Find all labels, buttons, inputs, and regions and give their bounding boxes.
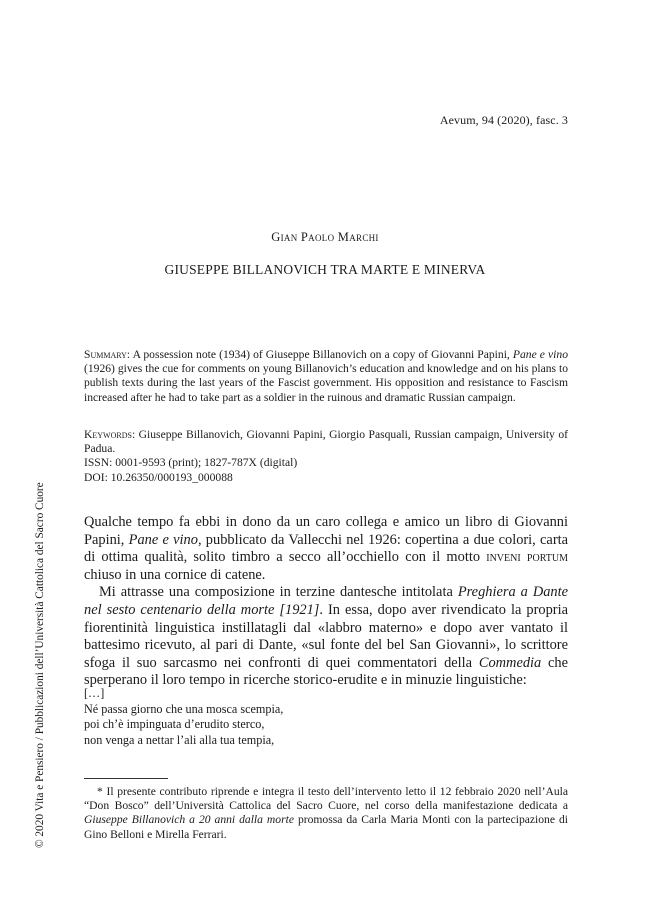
footnote-text-1: * Il presente contributo riprende e integra il testo dell’intervento letto il 12 febbraio 2020 nell’Aula “Don Bosco” dell’Università Cattolica del Sacro Cuore, nel corso della manifestazione dedicata a <box>84 785 568 813</box>
verse-line: non venga a nettar l’ali alla tua tempia, <box>84 732 275 747</box>
keywords-label: Keywords <box>84 428 132 441</box>
doi-line: DOI: 10.26350/000193_000088 <box>84 470 233 484</box>
keywords-text: : Giuseppe Billanovich, Giovanni Papini, Giorgio Pasquali, Russian campaign, University of Padua. <box>84 428 568 456</box>
summary-book-title: Pane e vino <box>512 348 568 361</box>
para2-poem-title: Preghiera a Dante nel sesto centenario della morte [1921] <box>84 584 568 618</box>
footnote <box>84 785 568 842</box>
article-title: GIUSEPPE BILLANOVICH TRA MARTE E MINERVA <box>164 262 486 277</box>
author-name: Gian Paolo Marchi <box>271 230 379 244</box>
para2-text-1: Mi attrasse una composizione in terzine dantesche intitolata <box>99 584 458 601</box>
para2-text-3: che sperperano il loro tempo in ricerche storico-erudite e in minuzie linguistiche: <box>84 654 568 689</box>
summary-text-2: (1926) gives the cue for comments on young Billanovich’s education and knowledge and on his plans to publish texts during the last years of the Fascist government. His opposition and resistance to Fascism increased after he had to take part as a soldier in the ruinous and dramatic Russian campaign. <box>84 362 568 404</box>
body-text <box>84 514 568 690</box>
para1-text-3: chiuso in una cornice di catene. <box>84 566 266 583</box>
summary-abstract <box>84 348 568 405</box>
summary-text-1: : A possession note (1934) of Giuseppe Billanovich on a copy of Giovanni Papini, <box>126 348 513 361</box>
verse-line: poi ch’è impinguata d’erudito sterco, <box>84 717 265 732</box>
summary-label: Summary <box>84 348 127 361</box>
verse-ellipsis: […] <box>84 686 105 700</box>
para1-book-title: Pane e vino <box>128 531 198 548</box>
paragraph-1 <box>84 514 568 584</box>
para1-motto: inveni portum <box>486 549 568 566</box>
footnote-event-title: Giuseppe Billanovich a 20 anni dalla morte <box>84 813 294 827</box>
para1-text-2: , pubblicato da Vallecchi nel 1926: copertina a due colori, carta di ottima qualità, solito timbro a secco all’occhiello con il motto <box>84 531 568 566</box>
footnote-divider <box>84 778 168 779</box>
article-metadata <box>84 428 568 485</box>
paragraph-2 <box>84 584 568 690</box>
copyright-sidebar: © 2020 Vita e Pensiero / Pubblicazioni dell’Università Cattolica del Sacro Cuore <box>34 482 46 848</box>
journal-reference: Aevum, 94 (2020), fasc. 3 <box>439 113 568 127</box>
keywords-line <box>84 428 568 456</box>
footnote-text-2: promossa da Carla Maria Monti con la partecipazione di Gino Belloni e Mirella Ferrari. <box>84 813 568 841</box>
para1-text-1: Qualche tempo fa ebbi in dono da un caro collega e amico un libro di Giovanni Papini, <box>84 514 568 548</box>
issn-line: ISSN: 0001-9593 (print); 1827-787X (digital) <box>84 456 298 470</box>
para2-work-title: Commedia <box>478 654 542 671</box>
verse-line: Né passa giorno che una mosca scempia, <box>84 701 284 716</box>
verse-quotation <box>84 686 283 748</box>
para2-text-2: . In essa, dopo aver rivendicato la propria fiorentinità linguistica instillatagli dal «labbro materno» e dopo aver vantato il battesimo ricevuto, al pari di Dante, «sul fonte del bel San Giovanni», lo scrittore sfoga il suo sarcasmo nei confronti di quei commentatori della <box>84 601 568 671</box>
